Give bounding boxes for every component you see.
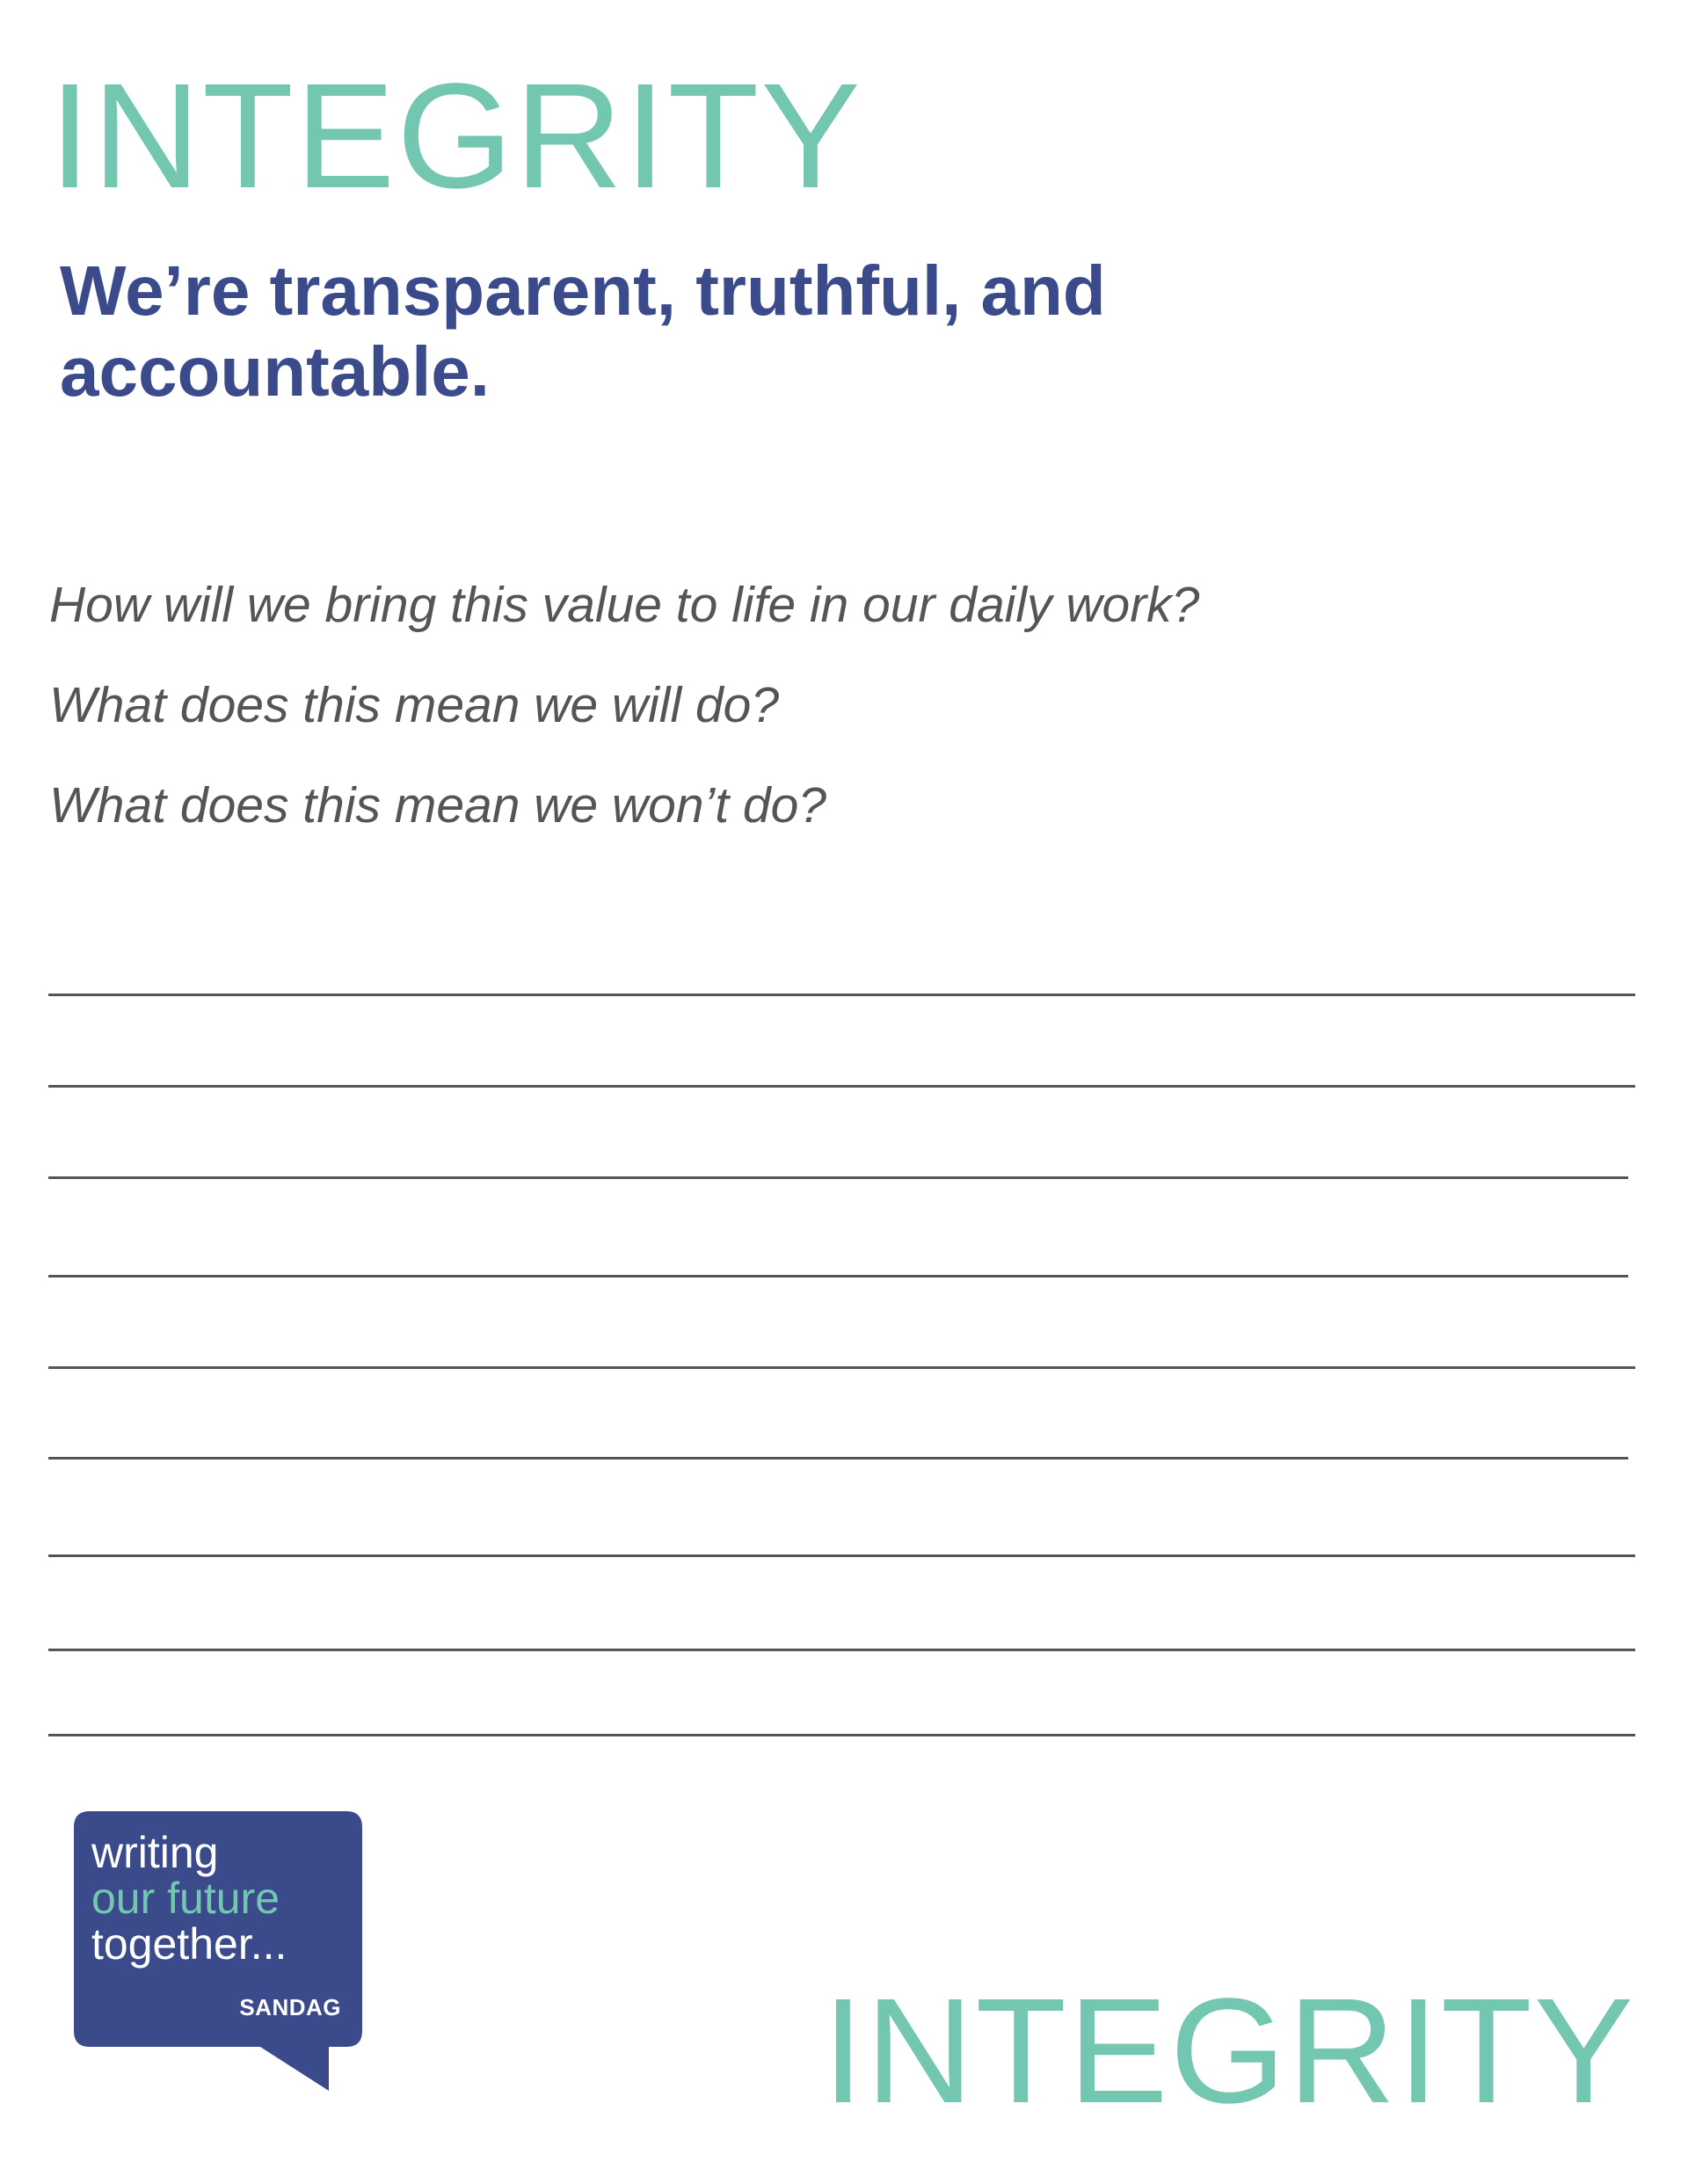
writing-line[interactable]	[48, 1176, 1628, 1179]
writing-line[interactable]	[48, 994, 1635, 996]
value-statement: We’re transparent, truthful, and accountable.	[60, 251, 1106, 411]
prompt-will-do: What does this mean we will do?	[49, 677, 780, 733]
writing-line[interactable]	[48, 1457, 1628, 1460]
writing-line[interactable]	[48, 1649, 1635, 1651]
logo-line-together: together...	[91, 1919, 287, 1969]
prompt-wont-do: What does this mean we won’t do?	[49, 777, 826, 834]
writing-line[interactable]	[48, 1085, 1635, 1088]
prompt-daily-work: How will we bring this value to life in our daily work?	[49, 577, 1200, 633]
logo-line-writing: writing	[91, 1828, 219, 1877]
writing-line[interactable]	[48, 1366, 1635, 1369]
logo-line-our-future: our future	[91, 1874, 280, 1923]
writing-line[interactable]	[48, 1275, 1628, 1278]
page-title: INTEGRITY	[49, 53, 862, 220]
writing-line[interactable]	[48, 1734, 1635, 1736]
sandag-logo	[74, 1811, 364, 2093]
logo-brand: SANDAG	[239, 1994, 341, 2020]
writing-line[interactable]	[48, 1554, 1635, 1557]
footer-title: INTEGRITY	[822, 1968, 1635, 2135]
